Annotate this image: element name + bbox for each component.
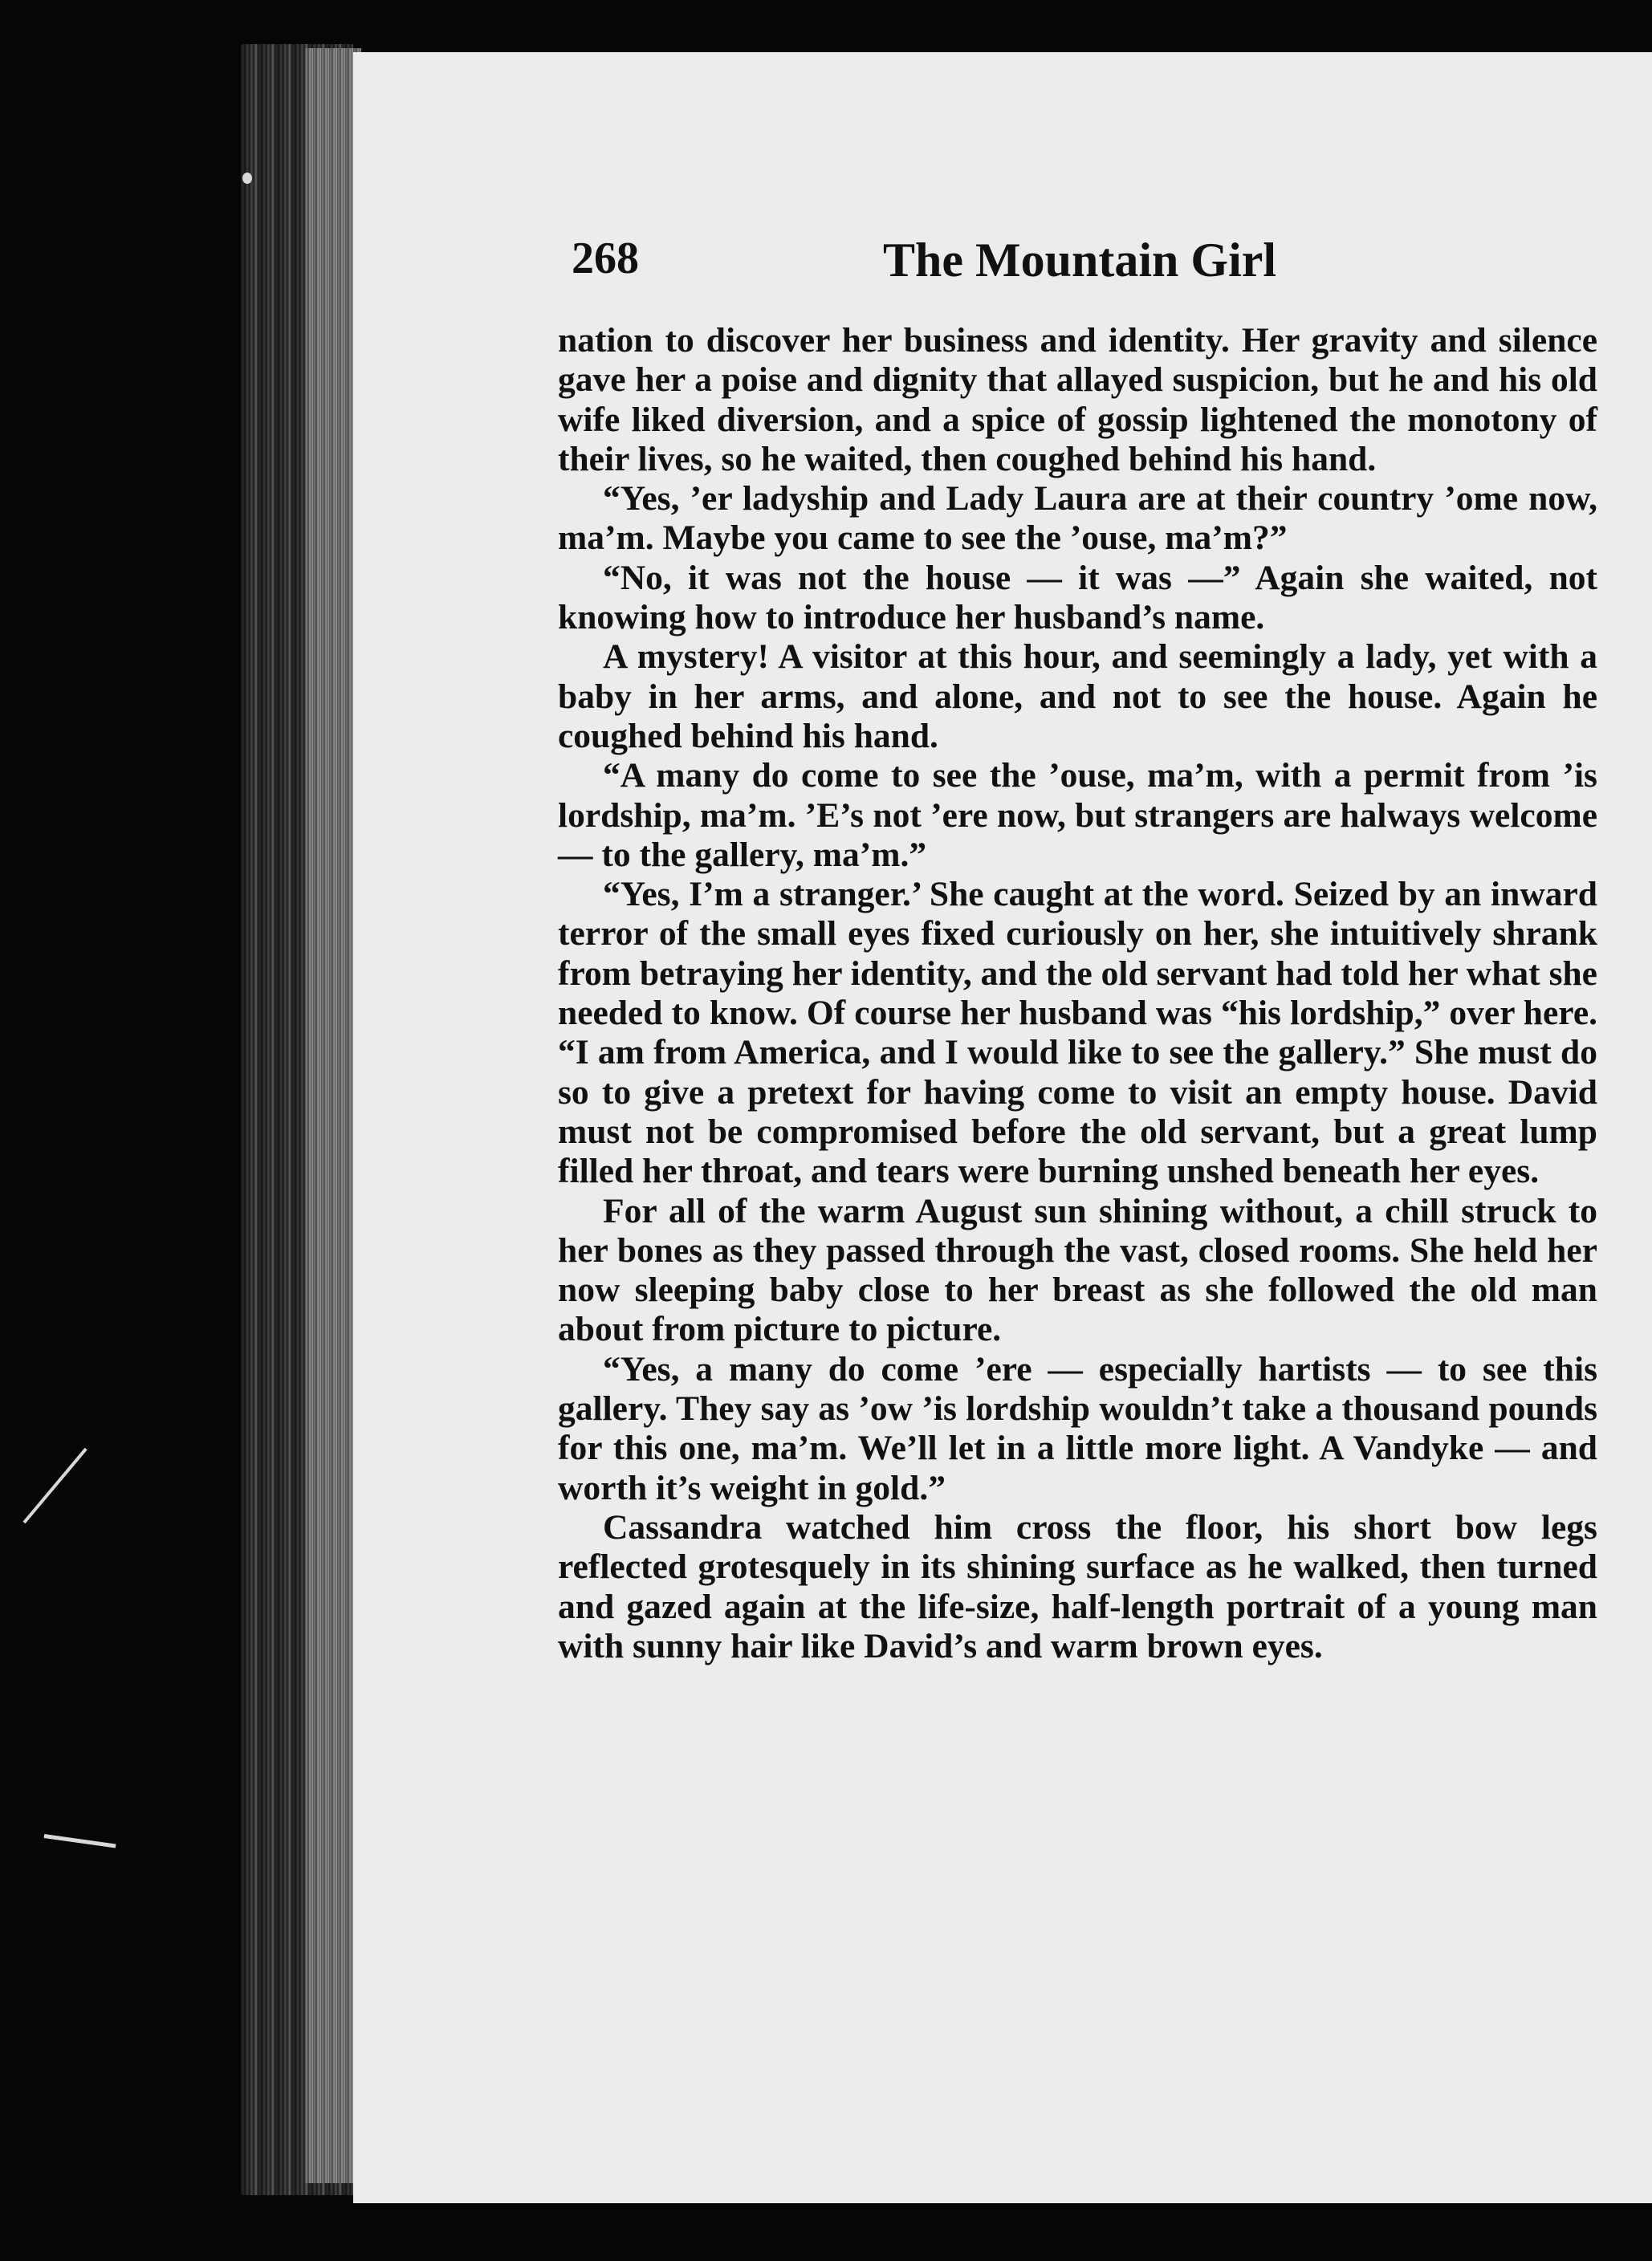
body-text — [558, 321, 1597, 1666]
paragraph: “A many do come to see the ’ouse, ma’m, with a permit from ’is lordship, ma’m. ’E’s not ’ere now, but strangers are halways welcome — to the gallery, ma’m.” — [558, 756, 1597, 874]
paper-fray-mark — [22, 1448, 87, 1523]
paragraph: “Yes, I’m a stranger.’ She caught at the word. Seized by an inward terror of the small eyes fixed curiously on her, she intuitively shrank from betraying her identity, and the old servant had told her what she needed to know. Of course her husband was “his lordship,” over here. “I am from America, and I would like to see the gallery.” She must do so to give a pretext for having come to visit an empty house. David must not be compromised before the old servant, but a great lump filled her throat, and tears were burning unshed beneath her eyes. — [558, 875, 1597, 1191]
paragraph: “Yes, ’er ladyship and Lady Laura are at their country ’ome now, ma’m. Maybe you came to see the ’ouse, ma’m?” — [558, 479, 1597, 558]
paragraph: “Yes, a many do come ’ere — especially hartists — to see this gallery. They say as ’ow ’is lordship wouldn’t take a thousand pounds for this one, ma’m. We’ll let in a little more light. A Vandyke — and worth it’s weight in gold.” — [558, 1349, 1597, 1507]
paragraph: Cassandra watched him cross the floor, his short bow legs reflected grotesquely in its shining surface as he walked, then turned and gazed again at the life-size, half-length portrait of a young man with sunny hair like David’s and warm brown eyes. — [558, 1507, 1597, 1665]
running-title: The Mountain Girl — [883, 234, 1277, 287]
paragraph: For all of the warm August sun shining without, a chill struck to her bones as they passed through the vast, closed rooms. She held her now sleeping baby close to her breast as she followed the old man about from picture to picture. — [558, 1191, 1597, 1349]
paragraph: A mystery! A visitor at this hour, and seemingly a lady, yet with a baby in her arms, and alone, and not to see the house. Again he coughed behind his hand. — [558, 637, 1597, 755]
page-header — [572, 233, 1599, 305]
paragraph: nation to discover her business and identity. Her gravity and silence gave her a poise and dignity that allayed suspicion, but he and his old wife liked diversion, and a spice of gossip lightened the monotony of their lives, so he waited, then coughed behind his hand. — [558, 321, 1597, 478]
page-number: 268 — [572, 234, 639, 283]
paper-speck — [242, 173, 252, 184]
paper-fray-mark — [44, 1834, 116, 1848]
paragraph: “No, it was not the house — it was —” Again she waited, not knowing how to introduce her husband’s name. — [558, 558, 1597, 637]
